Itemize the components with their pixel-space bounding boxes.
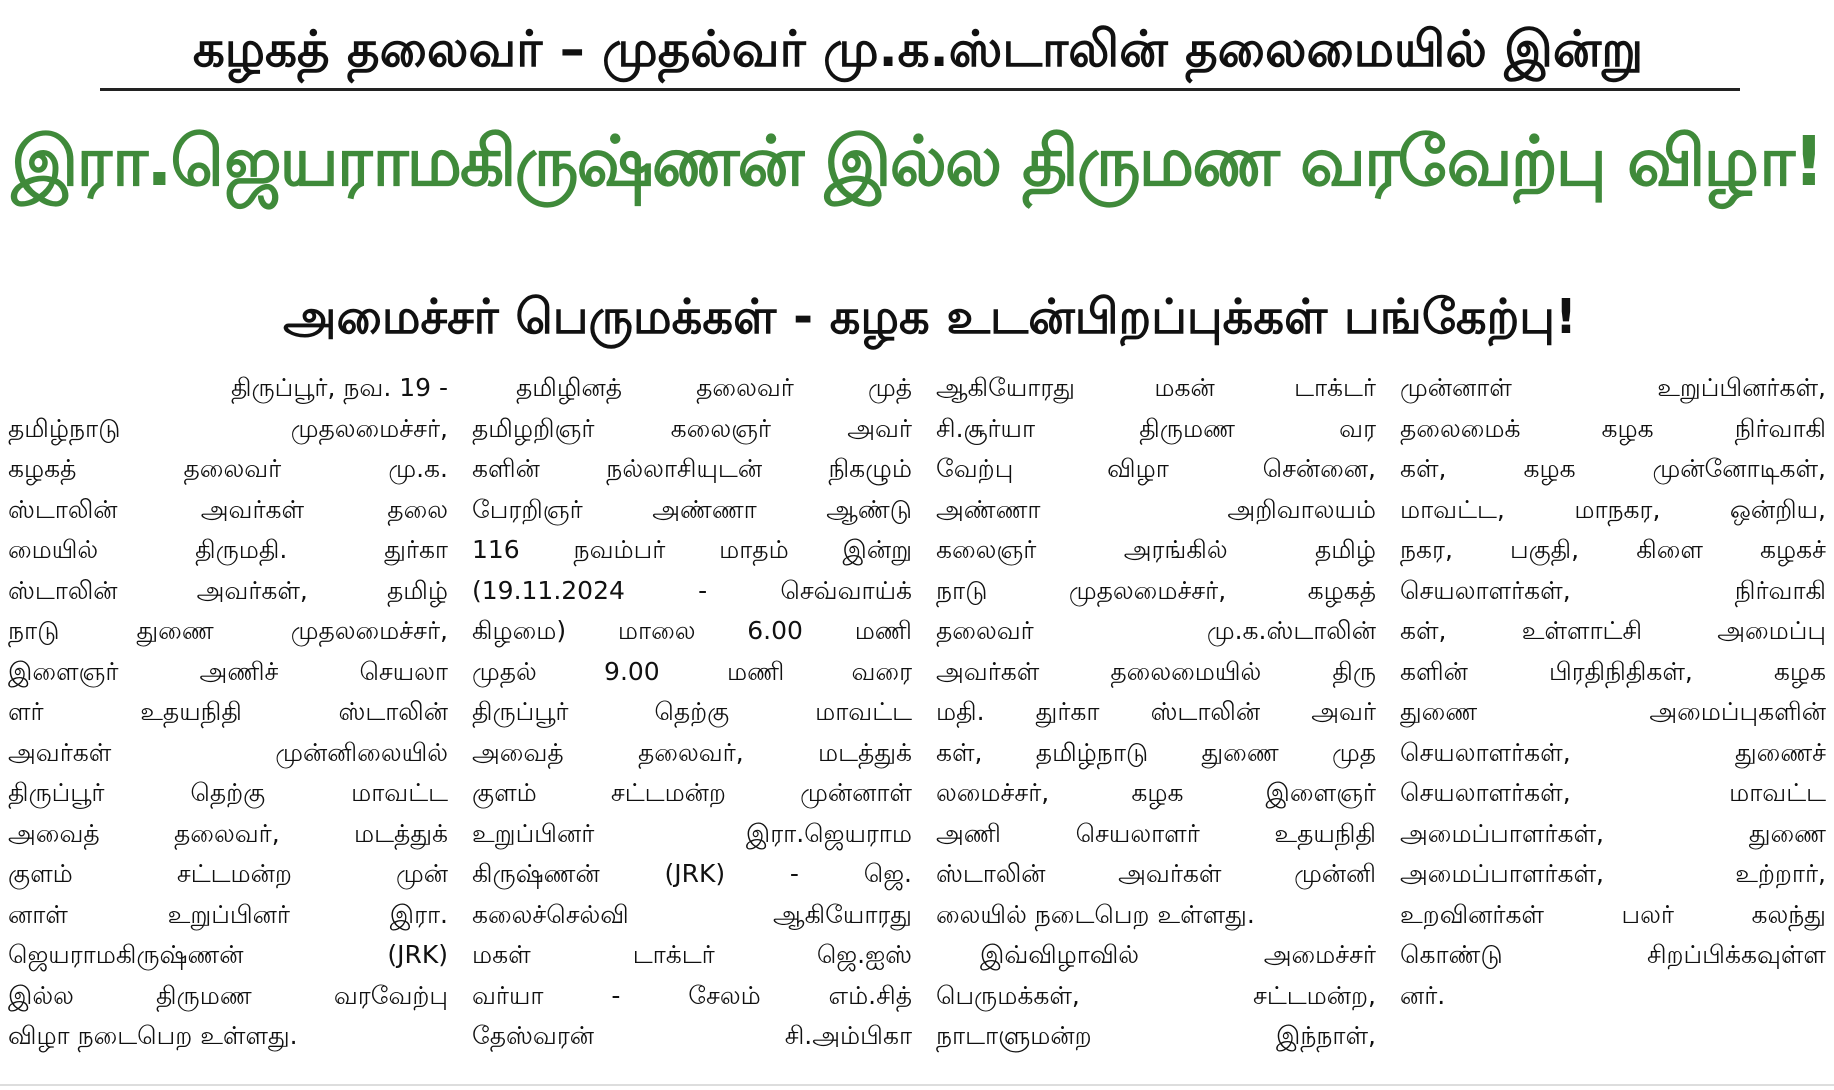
article-line: கலைச்செல்வி ஆகியோரது: [472, 899, 912, 929]
article-line: கொண்டு சிறப்பிக்கவுள்ள: [1400, 940, 1826, 969]
main-headline: இரா.ஜெயராமகிருஷ்ணன் இல்ல திருமண வரவேற்பு விழா!: [11, 122, 1823, 202]
article-line: ஸ்டாலின் அவர்கள் முன்னி: [936, 859, 1376, 888]
article-line: அமைப்பாளர்கள், உற்றார்,: [1400, 859, 1826, 888]
article-line: முன்னாள் உறுப்பினர்கள்,: [1400, 373, 1826, 402]
article-line: செயலாளர்கள், துணைச்: [1400, 737, 1826, 767]
article-line: வேற்பு விழா சென்னை,: [936, 454, 1376, 483]
article-line: நாடு துணை முதலமைச்சர்,: [8, 616, 448, 645]
article-line: தமிழினத் தலைவர் முத்: [516, 373, 912, 402]
article-line: விழா நடைபெற உள்ளது.: [8, 1021, 298, 1050]
article-line: மகள் டாக்டர் ஜெ.ஐஸ்: [472, 940, 912, 969]
article-line: நகர, பகுதி, கிளை கழகச்: [1400, 535, 1826, 564]
article-line: வர்யா - சேலம் எம்.சித்: [472, 980, 912, 1010]
article-line: இல்ல திருமண வரவேற்பு: [8, 980, 448, 1010]
article-column-3: [936, 368, 1376, 1080]
article-line: தமிழ்நாடு முதலமைச்சர்,: [8, 413, 448, 443]
article-line: ஆகியோரது மகன் டாக்டர்: [936, 373, 1376, 402]
article-line: குளம் சட்டமன்ற முன்னாள்: [472, 778, 912, 807]
article-line: துணை அமைப்புகளின்: [1400, 697, 1826, 726]
article-line: பேரறிஞர் அண்ணா ஆண்டு: [472, 494, 912, 524]
article-line: லமைச்சர், கழக இளைஞர்: [936, 778, 1376, 807]
article-line: தேஸ்வரன் சி.அம்பிகா: [472, 1021, 912, 1050]
article-line: செயலாளர்கள், நிர்வாகி: [1400, 575, 1826, 605]
article-line: மதி. துர்கா ஸ்டாலின் அவர்: [936, 697, 1376, 726]
article-column-1: [8, 368, 448, 1080]
article-line: பெருமக்கள், சட்டமன்ற,: [936, 980, 1376, 1010]
article-line: அவைத் தலைவர், மடத்துக்: [8, 818, 448, 848]
bottom-divider: [0, 1084, 1834, 1086]
article-line: அணி செயலாளர் உதயநிதி: [936, 818, 1376, 848]
article-line: உறுப்பினர் இரா.ஜெயராம: [472, 818, 912, 848]
article-line: மையில் திருமதி. துர்கா: [8, 535, 448, 564]
article-column-2: [472, 368, 912, 1080]
article-line: முதல் 9.00 மணி வரை: [472, 656, 912, 686]
article-line: கள், உள்ளாட்சி அமைப்பு: [1400, 616, 1826, 645]
article-line: அவைத் தலைவர், மடத்துக்: [472, 737, 912, 767]
article-line: திருப்பூர் தெற்கு மாவட்ட: [8, 778, 448, 807]
article-line: னர்.: [1400, 980, 1446, 1010]
article-line: மாவட்ட, மாநகர, ஒன்றிய,: [1400, 494, 1826, 524]
article-line: நாடு முதலமைச்சர், கழகத்: [936, 575, 1376, 605]
article-line: கள், கழக முன்னோடிகள்,: [1400, 454, 1826, 483]
article-line: செயலாளர்கள், மாவட்ட: [1400, 778, 1826, 807]
article-line: (19.11.2024 - செவ்வாய்க்: [472, 575, 912, 605]
article-line: லையில் நடைபெற உள்ளது.: [936, 899, 1255, 929]
sub-headline: அமைச்சர் பெருமக்கள் - கழக உடன்பிறப்புக்கள் பங்கேற்பு!: [283, 289, 1577, 345]
article-line: திருப்பூர், நவ. 19 -: [231, 373, 448, 402]
article-line: சி.சூர்யா திருமண வர: [936, 413, 1376, 443]
article-line: தலைவர் மு.க.ஸ்டாலின்: [936, 616, 1376, 645]
article-line: அவர்கள் முன்னிலையில்: [8, 737, 448, 767]
article-line: களின் நல்லாசியுடன் நிகழும்: [472, 454, 912, 483]
article-line: கிருஷ்ணன் (JRK) - ஜெ.: [472, 859, 912, 888]
article-line: தமிழறிஞர் கலைஞர் அவர்: [472, 413, 912, 443]
article-line: ஸ்டாலின் அவர்கள், தமிழ்: [8, 575, 448, 605]
article-line: கலைஞர் அரங்கில் தமிழ்: [936, 535, 1376, 564]
kicker-headline: கழகத் தலைவர் – முதல்வர் மு.க.ஸ்டாலின் தலைமையில் இன்று: [192, 20, 1644, 78]
article-line: நாடாளுமன்ற இந்நாள்,: [936, 1021, 1376, 1050]
article-line: கிழமை) மாலை 6.00 மணி: [472, 616, 912, 645]
article-line: ளர் உதயநிதி ஸ்டாலின்: [8, 697, 448, 726]
article-line: அவர்கள் தலைமையில் திரு: [936, 656, 1376, 686]
article-line: குளம் சட்டமன்ற முன்: [8, 859, 448, 888]
article-column-4: [1400, 368, 1826, 1080]
kicker-underline: [100, 88, 1740, 91]
article-line: ஜெயராமகிருஷ்ணன் (JRK): [8, 940, 448, 969]
article-line: தலைமைக் கழக நிர்வாகி: [1400, 413, 1826, 443]
article-body: [0, 368, 1834, 1080]
article-line: அமைப்பாளர்கள், துணை: [1400, 818, 1826, 848]
article-line: இவ்விழாவில் அமைச்சர்: [980, 940, 1376, 969]
article-line: கழகத் தலைவர் மு.க.: [8, 454, 448, 483]
article-line: 116 நவம்பர் மாதம் இன்று: [472, 535, 912, 564]
article-line: இளைஞர் அணிச் செயலா: [8, 656, 448, 686]
article-line: ஸ்டாலின் அவர்கள் தலை: [8, 494, 448, 524]
article-line: னாள் உறுப்பினர் இரா.: [8, 899, 448, 929]
article-line: அண்ணா அறிவாலயம்: [936, 494, 1376, 524]
article-line: உறவினர்கள் பலர் கலந்து: [1400, 899, 1826, 929]
article-line: திருப்பூர் தெற்கு மாவட்ட: [472, 697, 912, 726]
article-line: கள், தமிழ்நாடு துணை முத: [936, 737, 1376, 767]
article-line: களின் பிரதிநிதிகள், கழக: [1400, 656, 1826, 686]
